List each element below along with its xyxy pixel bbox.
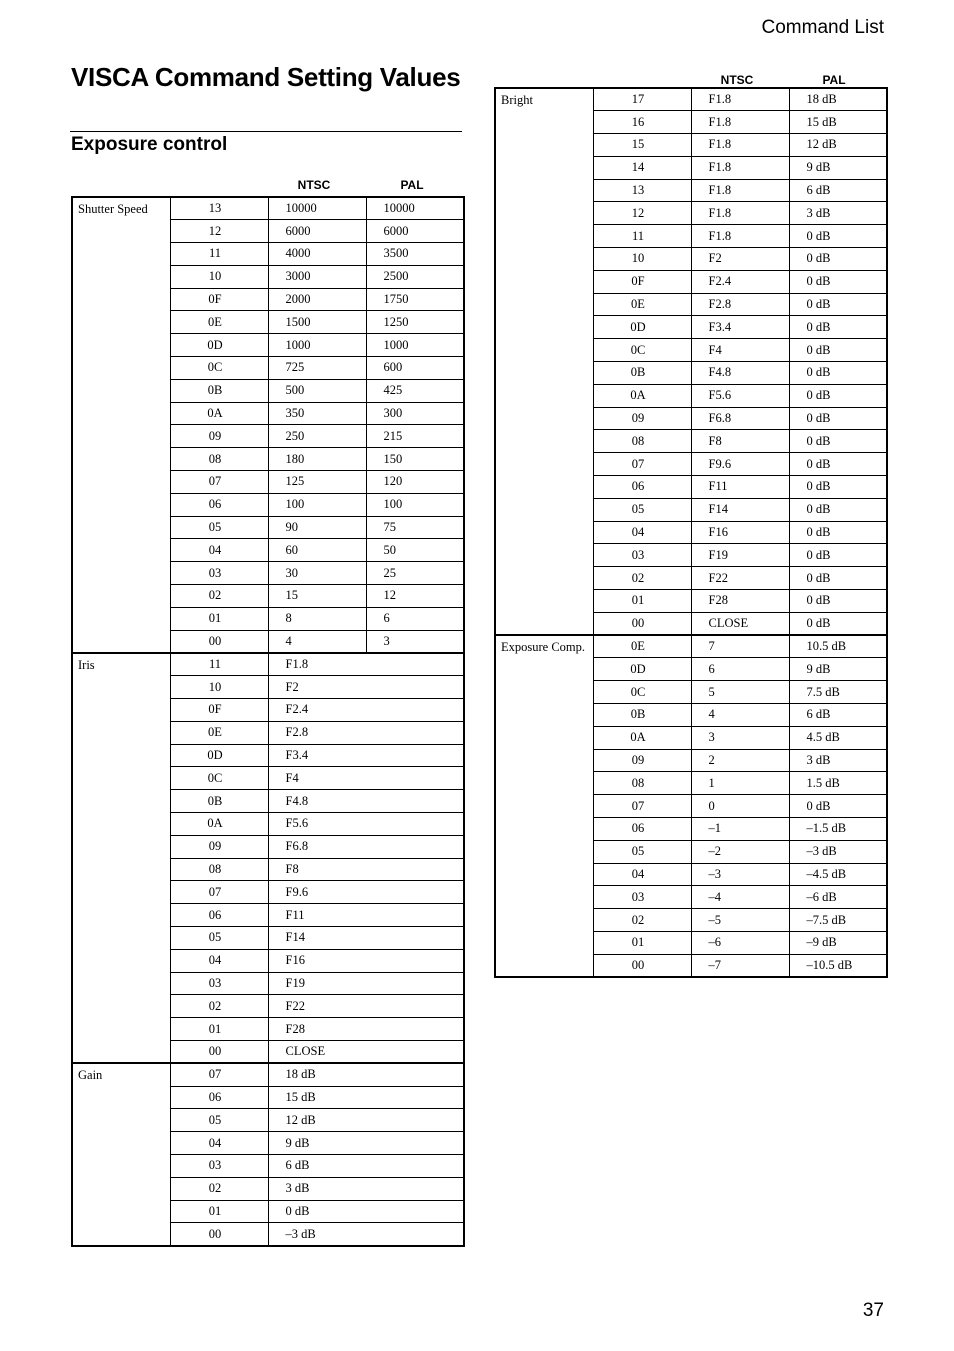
setting-code: 07 — [170, 881, 268, 904]
setting-code: 0D — [593, 658, 691, 681]
ntsc-value: 1 — [691, 772, 789, 795]
setting-code: 0F — [170, 699, 268, 722]
ntsc-value: F2.8 — [691, 293, 789, 316]
pal-value: 1.5 dB — [789, 772, 887, 795]
setting-code: 05 — [593, 498, 691, 521]
setting-code: 00 — [593, 612, 691, 635]
ntsc-value: 0 — [691, 795, 789, 818]
setting-code: 0B — [170, 379, 268, 402]
pal-value: 0 dB — [789, 270, 887, 293]
setting-code: 01 — [170, 607, 268, 630]
shared-value: 0 dB — [268, 1200, 464, 1223]
ntsc-value: F2 — [691, 248, 789, 271]
setting-code: 09 — [170, 835, 268, 858]
ntsc-value: F1.8 — [691, 134, 789, 157]
setting-code: 04 — [170, 949, 268, 972]
pal-value: 425 — [366, 379, 464, 402]
setting-code: 06 — [593, 818, 691, 841]
ntsc-value: F16 — [691, 521, 789, 544]
setting-code: 12 — [170, 220, 268, 243]
shared-value: F3.4 — [268, 744, 464, 767]
ntsc-value: F2.4 — [691, 270, 789, 293]
setting-code: 01 — [170, 1200, 268, 1223]
shared-value: F4 — [268, 767, 464, 790]
pal-value: 0 dB — [789, 612, 887, 635]
group-label: Shutter Speed — [72, 197, 170, 653]
setting-code: 11 — [170, 243, 268, 266]
setting-code: 00 — [170, 1040, 268, 1063]
ntsc-value: F9.6 — [691, 453, 789, 476]
setting-code: 14 — [593, 156, 691, 179]
ntsc-value: 6000 — [268, 220, 366, 243]
ntsc-value: –3 — [691, 863, 789, 886]
setting-code: 06 — [170, 1086, 268, 1109]
pal-value: 6 dB — [789, 179, 887, 202]
pal-value: 3 dB — [789, 749, 887, 772]
ntsc-value: F8 — [691, 430, 789, 453]
pal-value: –10.5 dB — [789, 954, 887, 977]
setting-code: 09 — [593, 749, 691, 772]
shared-value: 6 dB — [268, 1154, 464, 1177]
setting-code: 0F — [593, 270, 691, 293]
pal-value: 0 dB — [789, 248, 887, 271]
pal-value: 12 — [366, 585, 464, 608]
shared-value: 12 dB — [268, 1109, 464, 1132]
ntsc-value: F1.8 — [691, 202, 789, 225]
ntsc-value: F1.8 — [691, 88, 789, 111]
setting-code: 02 — [170, 585, 268, 608]
setting-code: 05 — [170, 1109, 268, 1132]
pal-value: 0 dB — [789, 476, 887, 499]
setting-code: 07 — [170, 1063, 268, 1086]
ntsc-value: F6.8 — [691, 407, 789, 430]
setting-code: 04 — [593, 521, 691, 544]
ntsc-value: 90 — [268, 516, 366, 539]
setting-code: 08 — [170, 858, 268, 881]
setting-code: 05 — [170, 927, 268, 950]
pal-value: 3500 — [366, 243, 464, 266]
setting-code: 11 — [170, 653, 268, 676]
pal-value: 9 dB — [789, 658, 887, 681]
ntsc-value: 2000 — [268, 288, 366, 311]
pal-value: –9 dB — [789, 931, 887, 954]
ntsc-value: 725 — [268, 357, 366, 380]
setting-code: 06 — [593, 476, 691, 499]
setting-code: 08 — [593, 772, 691, 795]
ntsc-value: 15 — [268, 585, 366, 608]
setting-code: 10 — [170, 676, 268, 699]
setting-code: 07 — [170, 471, 268, 494]
setting-code: 0E — [593, 635, 691, 658]
setting-code: 0D — [170, 334, 268, 357]
setting-code: 01 — [593, 590, 691, 613]
setting-code: 00 — [593, 954, 691, 977]
pal-value: 0 dB — [789, 362, 887, 385]
pal-value: 0 dB — [789, 430, 887, 453]
table-row — [72, 1063, 464, 1086]
pal-value: –4.5 dB — [789, 863, 887, 886]
shared-value: 15 dB — [268, 1086, 464, 1109]
setting-code: 08 — [170, 448, 268, 471]
ntsc-value: 8 — [268, 607, 366, 630]
ntsc-value: 350 — [268, 402, 366, 425]
pal-value: 15 dB — [789, 111, 887, 134]
shared-value: 18 dB — [268, 1063, 464, 1086]
running-header: Command List — [761, 17, 884, 38]
shared-value: F16 — [268, 949, 464, 972]
setting-code: 0B — [593, 362, 691, 385]
pal-value: –3 dB — [789, 840, 887, 863]
ntsc-value: F1.8 — [691, 225, 789, 248]
pal-value: 6000 — [366, 220, 464, 243]
pal-value: 0 dB — [789, 225, 887, 248]
shared-value: 3 dB — [268, 1177, 464, 1200]
setting-code: 07 — [593, 795, 691, 818]
setting-code: 0C — [593, 339, 691, 362]
shared-value: F5.6 — [268, 813, 464, 836]
ntsc-value: –5 — [691, 909, 789, 932]
shared-value: F2 — [268, 676, 464, 699]
pal-value: 0 dB — [789, 453, 887, 476]
ntsc-value: 10000 — [268, 197, 366, 220]
setting-code: 04 — [593, 863, 691, 886]
shared-value: F4.8 — [268, 790, 464, 813]
shared-value: F28 — [268, 1018, 464, 1041]
ntsc-value: F1.8 — [691, 179, 789, 202]
setting-code: 08 — [593, 430, 691, 453]
pal-value: 215 — [366, 425, 464, 448]
pal-value: 120 — [366, 471, 464, 494]
setting-code: 07 — [593, 453, 691, 476]
ntsc-value: 5 — [691, 681, 789, 704]
ntsc-value: –7 — [691, 954, 789, 977]
pal-value: 0 dB — [789, 293, 887, 316]
setting-code: 03 — [593, 886, 691, 909]
setting-code: 06 — [170, 493, 268, 516]
ntsc-value: F4 — [691, 339, 789, 362]
setting-code: 0D — [170, 744, 268, 767]
pal-value: 300 — [366, 402, 464, 425]
pal-value: 1000 — [366, 334, 464, 357]
shared-value: F9.6 — [268, 881, 464, 904]
ntsc-value: 1500 — [268, 311, 366, 334]
setting-code: 00 — [170, 630, 268, 653]
shared-value: CLOSE — [268, 1040, 464, 1063]
ntsc-value: 7 — [691, 635, 789, 658]
ntsc-value: F11 — [691, 476, 789, 499]
ntsc-value: CLOSE — [691, 612, 789, 635]
setting-code: 0A — [593, 726, 691, 749]
pal-value: 18 dB — [789, 88, 887, 111]
ntsc-value: 1000 — [268, 334, 366, 357]
ntsc-value: 180 — [268, 448, 366, 471]
setting-code: 02 — [593, 909, 691, 932]
setting-code: 0C — [170, 357, 268, 380]
ntsc-value: 100 — [268, 493, 366, 516]
pal-value: 1750 — [366, 288, 464, 311]
ntsc-value: 500 — [268, 379, 366, 402]
setting-code: 03 — [170, 562, 268, 585]
shared-value: –3 dB — [268, 1223, 464, 1246]
pal-value: 6 dB — [789, 704, 887, 727]
ntsc-value: –1 — [691, 818, 789, 841]
shared-value: F11 — [268, 904, 464, 927]
group-label: Exposure Comp. — [495, 635, 593, 977]
ntsc-value: F1.8 — [691, 111, 789, 134]
setting-code: 01 — [593, 931, 691, 954]
setting-code: 13 — [593, 179, 691, 202]
pal-value: 150 — [366, 448, 464, 471]
page-title: VISCA Command Setting Values — [71, 62, 461, 92]
group-label: Gain — [72, 1063, 170, 1245]
setting-code: 04 — [170, 1132, 268, 1155]
ntsc-value: 4 — [691, 704, 789, 727]
setting-code: 09 — [593, 407, 691, 430]
pal-value: 9 dB — [789, 156, 887, 179]
shared-value: F22 — [268, 995, 464, 1018]
group-label: Bright — [495, 88, 593, 635]
ntsc-value: 4000 — [268, 243, 366, 266]
pal-value: 75 — [366, 516, 464, 539]
setting-code: 10 — [170, 265, 268, 288]
setting-code: 11 — [593, 225, 691, 248]
pal-value: 0 dB — [789, 339, 887, 362]
setting-code: 0E — [170, 311, 268, 334]
ntsc-value: –4 — [691, 886, 789, 909]
ntsc-value: 2 — [691, 749, 789, 772]
table-row — [72, 197, 464, 220]
setting-code: 03 — [593, 544, 691, 567]
setting-code: 0B — [593, 704, 691, 727]
ntsc-value: 60 — [268, 539, 366, 562]
setting-code: 10 — [593, 248, 691, 271]
shared-value: F19 — [268, 972, 464, 995]
ntsc-value: F22 — [691, 567, 789, 590]
ntsc-value: F4.8 — [691, 362, 789, 385]
ntsc-value: 3 — [691, 726, 789, 749]
shared-value: F2.4 — [268, 699, 464, 722]
ntsc-value: F19 — [691, 544, 789, 567]
exposure-values-table-right — [494, 87, 888, 978]
setting-code: 13 — [170, 197, 268, 220]
ntsc-value: F5.6 — [691, 384, 789, 407]
ntsc-value: 250 — [268, 425, 366, 448]
shared-value: F14 — [268, 927, 464, 950]
setting-code: 05 — [593, 840, 691, 863]
shared-value: F2.8 — [268, 721, 464, 744]
setting-code: 0F — [170, 288, 268, 311]
setting-code: 0A — [170, 402, 268, 425]
pal-value: 10000 — [366, 197, 464, 220]
ntsc-value: F1.8 — [691, 156, 789, 179]
setting-code: 04 — [170, 539, 268, 562]
left-pal-header: PAL — [400, 178, 424, 192]
group-label: Iris — [72, 653, 170, 1063]
ntsc-value: 125 — [268, 471, 366, 494]
pal-value: 0 dB — [789, 567, 887, 590]
pal-value: 3 — [366, 630, 464, 653]
setting-code: 0E — [593, 293, 691, 316]
ntsc-value: F14 — [691, 498, 789, 521]
pal-value: 25 — [366, 562, 464, 585]
section-title: Exposure control — [71, 134, 228, 155]
pal-value: 0 dB — [789, 544, 887, 567]
setting-code: 15 — [593, 134, 691, 157]
setting-code: 02 — [593, 567, 691, 590]
ntsc-value: F3.4 — [691, 316, 789, 339]
pal-value: 0 dB — [789, 498, 887, 521]
pal-value: 3 dB — [789, 202, 887, 225]
shared-value: F8 — [268, 858, 464, 881]
table-row — [495, 635, 887, 658]
pal-value: 0 dB — [789, 590, 887, 613]
pal-value: 0 dB — [789, 521, 887, 544]
setting-code: 17 — [593, 88, 691, 111]
setting-code: 16 — [593, 111, 691, 134]
setting-code: 0B — [170, 790, 268, 813]
setting-code: 06 — [170, 904, 268, 927]
pal-value: 100 — [366, 493, 464, 516]
pal-value: 0 dB — [789, 407, 887, 430]
right-ntsc-header: NTSC — [720, 73, 754, 87]
left-ntsc-header: NTSC — [297, 178, 331, 192]
setting-code: 05 — [170, 516, 268, 539]
pal-value: 0 dB — [789, 316, 887, 339]
setting-code: 0C — [170, 767, 268, 790]
pal-value: 1250 — [366, 311, 464, 334]
right-pal-header: PAL — [822, 73, 846, 87]
ntsc-value: –6 — [691, 931, 789, 954]
setting-code: 02 — [170, 1177, 268, 1200]
table-row — [72, 653, 464, 676]
setting-code: 03 — [170, 1154, 268, 1177]
setting-code: 0D — [593, 316, 691, 339]
setting-code: 01 — [170, 1018, 268, 1041]
pal-value: 6 — [366, 607, 464, 630]
pal-value: –7.5 dB — [789, 909, 887, 932]
ntsc-value: 3000 — [268, 265, 366, 288]
table-row — [495, 88, 887, 111]
setting-code: 12 — [593, 202, 691, 225]
pal-value: –6 dB — [789, 886, 887, 909]
setting-code: 0E — [170, 721, 268, 744]
ntsc-value: –2 — [691, 840, 789, 863]
ntsc-value: 6 — [691, 658, 789, 681]
pal-value: 4.5 dB — [789, 726, 887, 749]
shared-value: 9 dB — [268, 1132, 464, 1155]
ntsc-value: 30 — [268, 562, 366, 585]
setting-code: 0A — [170, 813, 268, 836]
pal-value: 600 — [366, 357, 464, 380]
setting-code: 0C — [593, 681, 691, 704]
pal-value: 2500 — [366, 265, 464, 288]
setting-code: 0A — [593, 384, 691, 407]
section-divider — [70, 131, 462, 132]
setting-code: 09 — [170, 425, 268, 448]
pal-value: –1.5 dB — [789, 818, 887, 841]
pal-value: 12 dB — [789, 134, 887, 157]
setting-code: 02 — [170, 995, 268, 1018]
exposure-values-table-left — [71, 196, 465, 1247]
shared-value: F1.8 — [268, 653, 464, 676]
setting-code: 03 — [170, 972, 268, 995]
shared-value: F6.8 — [268, 835, 464, 858]
pal-value: 10.5 dB — [789, 635, 887, 658]
pal-value: 7.5 dB — [789, 681, 887, 704]
ntsc-value: F28 — [691, 590, 789, 613]
pal-value: 50 — [366, 539, 464, 562]
pal-value: 0 dB — [789, 384, 887, 407]
ntsc-value: 4 — [268, 630, 366, 653]
page-number: 37 — [862, 1300, 884, 1321]
setting-code: 00 — [170, 1223, 268, 1246]
pal-value: 0 dB — [789, 795, 887, 818]
